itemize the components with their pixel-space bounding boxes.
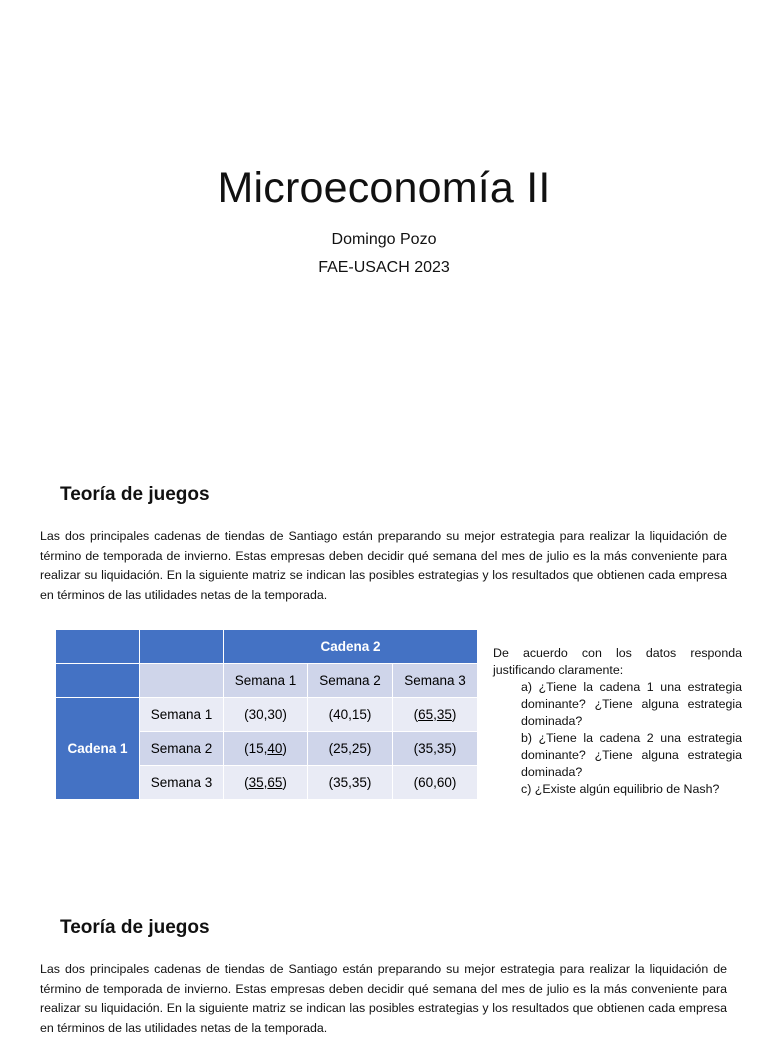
questions-intro: De acuerdo con los datos responda justificando claramente: [493,646,742,677]
matrix-corner [140,630,224,664]
payoff-matrix [55,629,478,800]
question-item: a) ¿Tiene la cadena 1 una estrategia dominante? ¿Tiene alguna estrategia dominada? [521,680,742,728]
game-theory-slide [0,430,768,870]
matrix-corner [56,664,140,698]
slide-heading: Teoría de juegos [60,484,210,505]
row-header: Semana 3 [140,766,224,800]
payoff-cadena-2: 35 [436,741,452,756]
game-theory-slide-repeat [0,870,768,1036]
payoff-cadena-1: 25 [333,741,349,756]
payoff-cell: (30,30) [224,698,308,732]
payoff-cadena-2: 25 [351,741,367,756]
payoff-cadena-2: 35 [351,775,367,790]
cover-author: Domingo Pozo [331,231,437,248]
payoff-cell: (35,35) [308,766,393,800]
questions-block [493,645,742,798]
column-header: Semana 2 [308,664,393,698]
payoff-cadena-1: 60 [418,775,434,790]
row-header: Semana 2 [140,732,224,766]
payoff-cadena-2: 15 [351,707,367,722]
payoff-cell: (60,60) [393,766,478,800]
row-header: Semana 1 [140,698,224,732]
payoff-cadena-1: 35 [418,741,434,756]
column-player-label: Cadena 2 [224,630,478,664]
payoff-cell: (15,40) [224,732,308,766]
row-player-label: Cadena 1 [56,698,140,800]
payoff-cadena-2: 30 [267,707,283,722]
payoff-cadena-1: 35 [248,775,264,790]
payoff-cadena-2: 60 [436,775,452,790]
payoff-cadena-1: 35 [333,775,349,790]
matrix-corner [140,664,224,698]
payoff-cadena-2: 35 [436,707,452,722]
column-header: Semana 1 [224,664,308,698]
payoff-cadena-2: 40 [267,741,283,756]
payoff-cadena-1: 15 [248,741,264,756]
column-header: Semana 3 [393,664,478,698]
payoff-cadena-1: 40 [333,707,349,722]
payoff-cell: (35,35) [393,732,478,766]
matrix-corner [56,630,140,664]
payoff-cadena-2: 65 [267,775,283,790]
cover-institution: FAE-USACH 2023 [318,259,450,276]
slide-paragraph: Las dos principales cadenas de tiendas de Santiago están preparando su mejor estrategia para realizar la liquidación de término de temporada de invierno. Estas empresas deben decidir qué semana del mes de julio es la más conveniente para realizar su liquidación. En la siguiente matriz se indican las posibles estrategias y los resultados que obtienen cada empresa en términos de las utilidades netas de la temporada. [40,962,727,1036]
payoff-cell: (65,35) [393,698,478,732]
question-item: b) ¿Tiene la cadena 2 una estrategia dominante? ¿Tiene alguna estrategia dominada? [521,731,742,779]
payoff-cell: (40,15) [308,698,393,732]
question-item: c) ¿Existe algún equilibrio de Nash? [521,782,720,796]
slide-paragraph: Las dos principales cadenas de tiendas de Santiago están preparando su mejor estrategia para realizar la liquidación de término de temporada de invierno. Estas empresas deben decidir qué semana del mes de julio es la más conveniente para realizar su liquidación. En la siguiente matriz se indican las posibles estrategias y los resultados que obtienen cada empresa en términos de las utilidades netas de la temporada. [40,529,727,603]
payoff-cell: (25,25) [308,732,393,766]
slide-heading: Teoría de juegos [60,917,210,938]
payoff-cell: (35,65) [224,766,308,800]
cover-title: Microeconomía II [217,164,551,212]
cover-slide [0,0,768,430]
matrix-row [56,698,478,732]
payoff-cadena-1: 30 [248,707,264,722]
payoff-cadena-1: 65 [418,707,434,722]
